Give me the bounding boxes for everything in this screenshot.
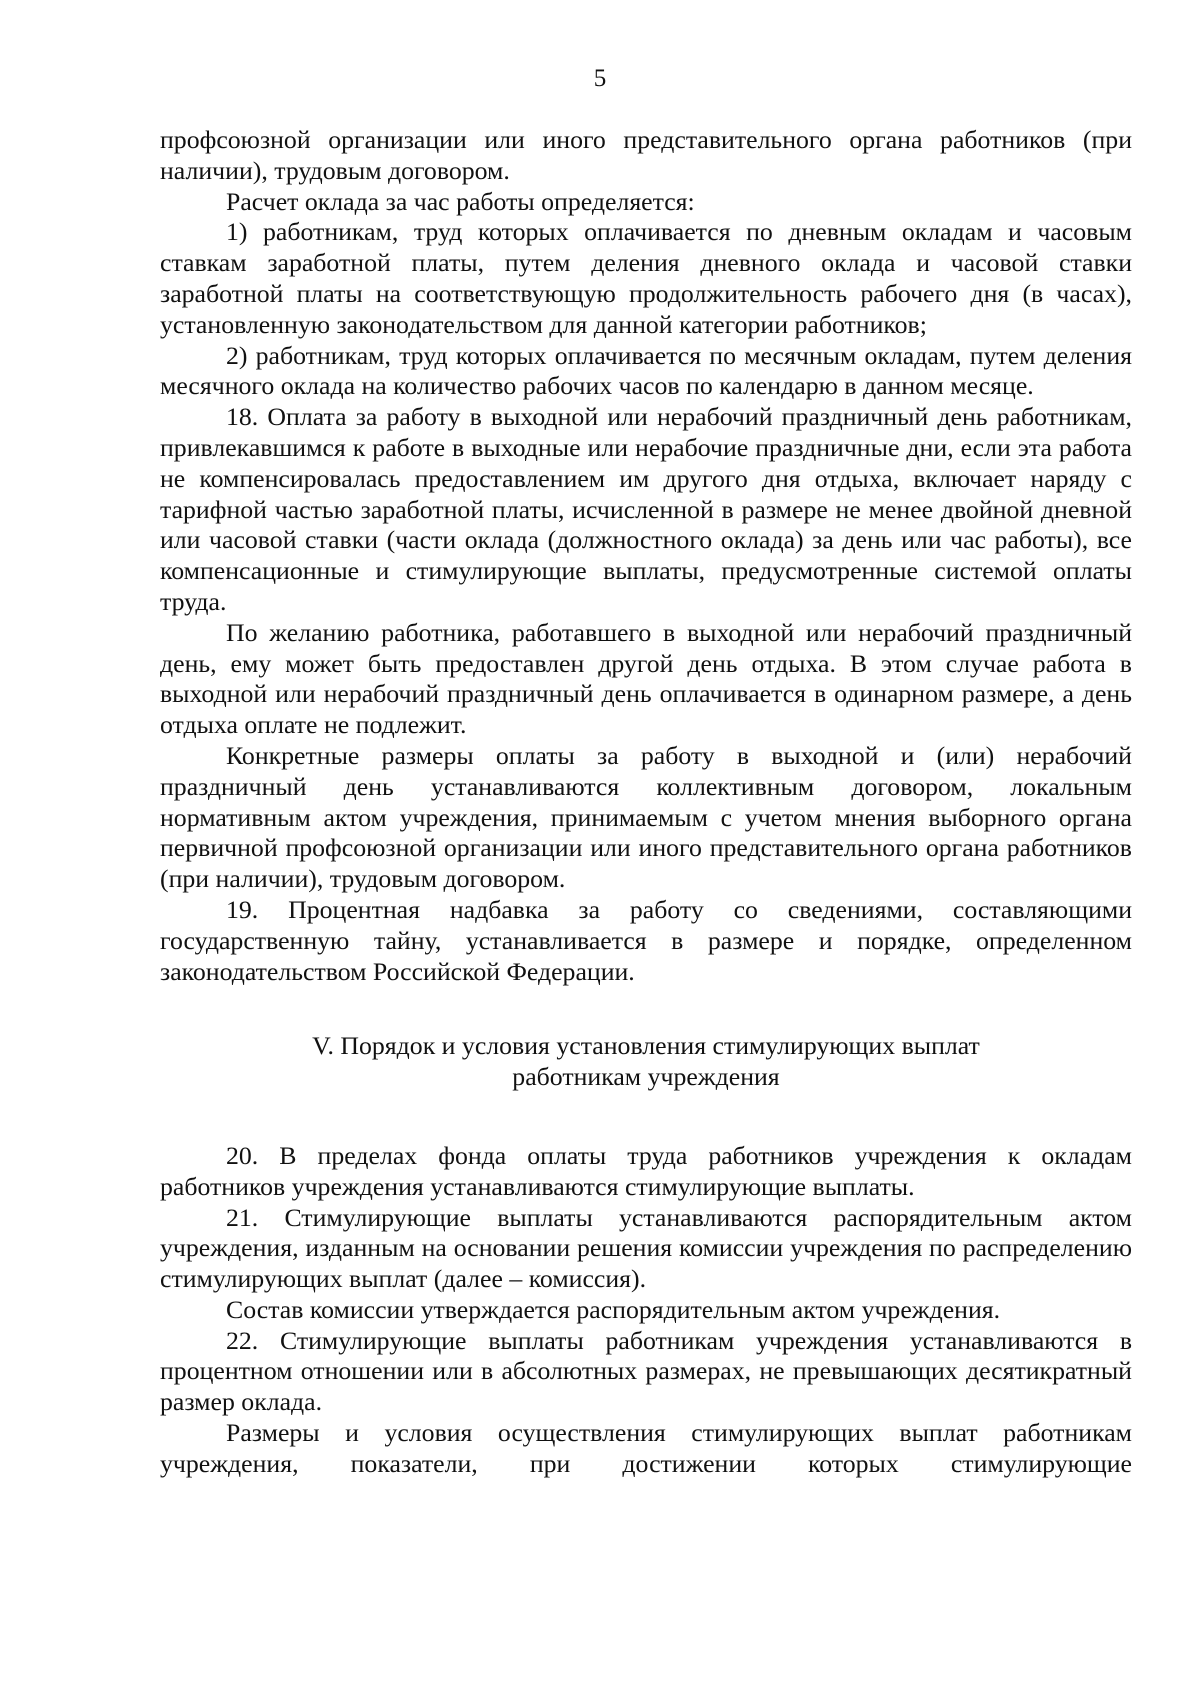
paragraph: Размеры и условия осуществления стимулирующих выплат работникам учреждения, показатели, при достижении которых стимулирующие: [160, 1418, 1132, 1478]
section-heading: [160, 1031, 1132, 1093]
paragraph: По желанию работника, работавшего в выходной или нерабочий праздничный день, ему может быть предоставлен другой день отдыха. В этом случае работа в выходной или нерабочий праздничный день оплачивается в одинарном размере, а день отдыха оплате не подлежит.: [160, 617, 1132, 740]
paragraph-clause-21: 21. Стимулирующие выплаты устанавливаются распорядительным актом учреждения, изданным на основании решения комиссии учреждения по распределению стимулирующих выплат (далее – комиссия).: [160, 1202, 1132, 1294]
paragraph-list-item-1: 1) работникам, труд которых оплачивается по дневным окладам и часовым ставкам заработной платы, путем деления дневного оклада и часовой ставки заработной платы на соответствующую продолжительность рабочего дня (в часах), установленную законодательством для данной категории работников;: [160, 217, 1132, 339]
section-heading-line-1: V. Порядок и условия установления стимулирующих выплат: [312, 1031, 980, 1061]
document-body: [160, 125, 1132, 1480]
paragraph: Расчет оклада за час работы определяется:: [226, 186, 695, 216]
paragraph-clause-19: 19. Процентная надбавка за работу со сведениями, составляющими государственную тайну, устанавливается в размере и порядке, определенном законодательством Российской Федерации.: [160, 894, 1132, 986]
paragraph-clause-22: 22. Стимулирующие выплаты работникам учреждения устанавливаются в процентном отношении или в абсолютных размерах, не превышающих десятикратный размер оклада.: [160, 1325, 1132, 1417]
paragraph-clause-20: 20. В пределах фонда оплаты труда работников учреждения к окладам работников учреждения устанавливаются стимулирующие выплаты.: [160, 1140, 1132, 1201]
page-number: 5: [593, 65, 607, 92]
paragraph-list-item-2: 2) работникам, труд которых оплачивается по месячным окладам, путем деления месячного оклада на количество рабочих часов по календарю в данном месяце.: [160, 340, 1132, 401]
paragraph: Состав комиссии утверждается распорядительным актом учреждения.: [226, 1294, 1001, 1324]
paragraph-clause-18: 18. Оплата за работу в выходной или нерабочий праздничный день работникам, привлекавшимся к работе в выходные или нерабочие праздничные дни, если эта работа не компенсировалась предоставлением им другого дня отдыха, включает наряду с тарифной частью заработной платы, исчисленной в размере не менее двойной дневной или часовой ставки (части оклада (должностного оклада) за день или час работы), все компенсационные и стимулирующие выплаты, предусмотренные системой оплаты труда.: [160, 402, 1132, 616]
paragraph: профсоюзной организации или иного представительного органа работников (при наличии), трудовым договором.: [160, 125, 1132, 185]
section-heading-line-2: работникам учреждения: [512, 1062, 780, 1092]
paragraph: Конкретные размеры оплаты за работу в выходной и (или) нерабочий праздничный день устанавливаются коллективным договором, локальным нормативным актом учреждения, принимаемым с учетом мнения выборного органа первичной профсоюзной организации или иного представительного органа работников (при наличии), трудовым договором.: [160, 740, 1132, 894]
